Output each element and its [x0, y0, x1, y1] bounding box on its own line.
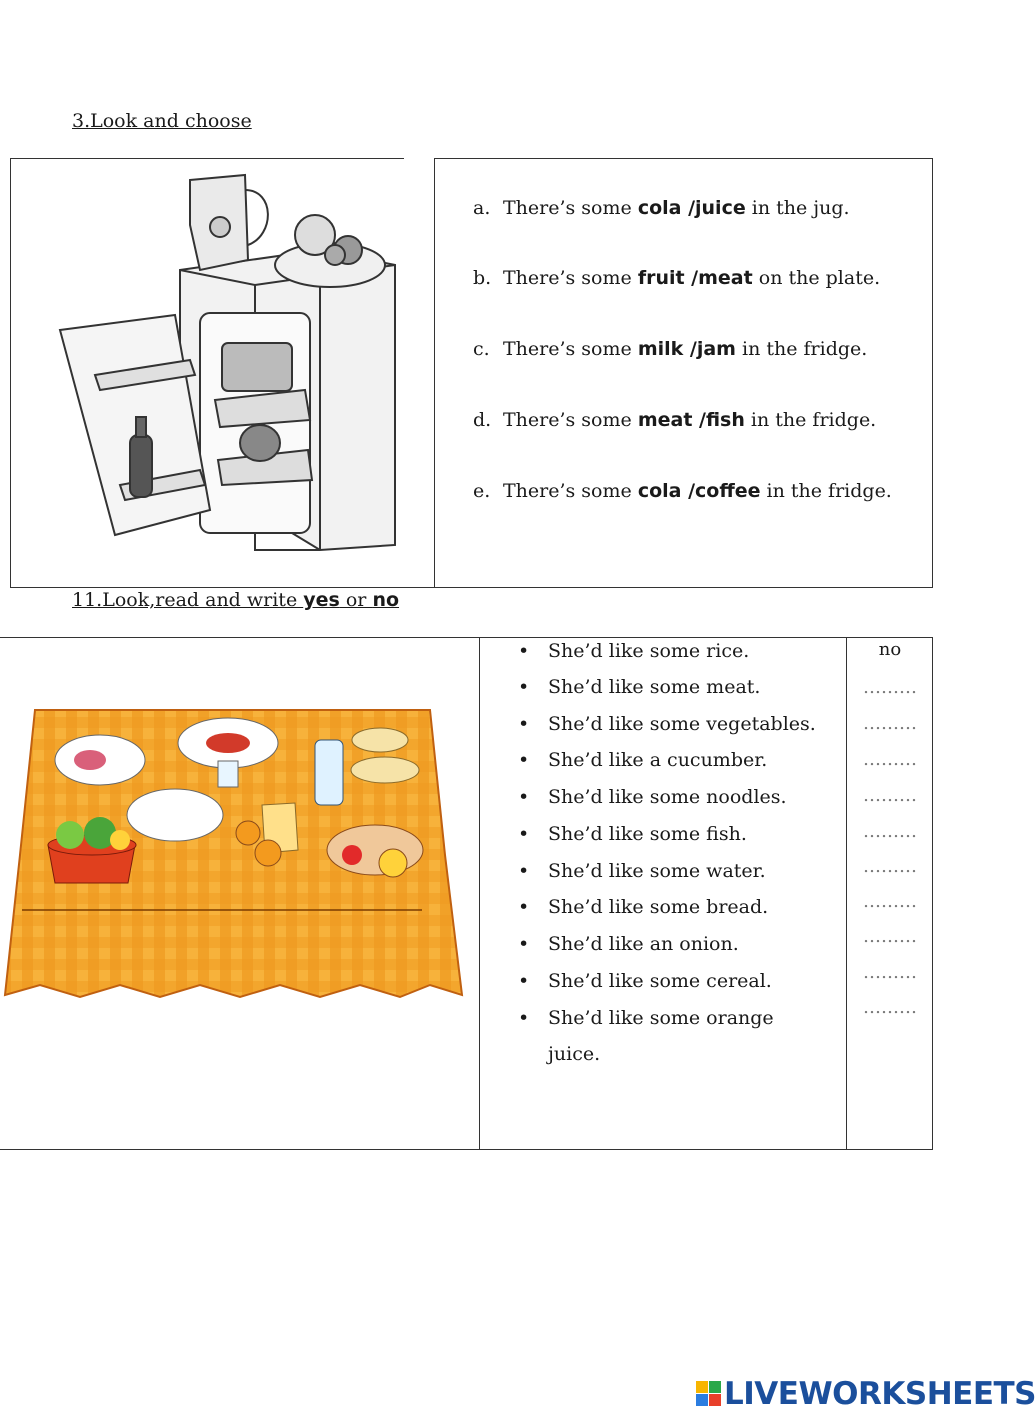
sentence-continuation: juice.	[548, 1043, 601, 1065]
section-3-bottom-border	[10, 587, 933, 588]
choice-options[interactable]: fruit /meat	[637, 267, 753, 289]
food-table-illustration	[0, 695, 470, 1005]
sentence-text: She’d like some cereal.	[548, 970, 772, 992]
bullet-icon: •	[518, 933, 530, 955]
sentence-text: She’d like some water.	[548, 860, 766, 882]
choice-item-d	[473, 409, 876, 431]
fridge-illustration	[50, 165, 410, 555]
logo-icon	[696, 1381, 722, 1407]
answer-field-bread[interactable]	[848, 890, 932, 912]
sentence-text: She’d like some fish.	[548, 823, 747, 845]
item-text-end: in the fridge.	[744, 409, 877, 431]
sentence-item	[518, 970, 772, 992]
logo-text: LIVEWORKSHEETS	[724, 1376, 1036, 1412]
item-letter: c.	[473, 338, 490, 360]
choice-options[interactable]: cola /coffee	[637, 480, 761, 502]
answer-field-vegetables[interactable]	[848, 712, 932, 734]
bullet-icon: •	[518, 640, 530, 662]
bullet-icon: •	[518, 749, 530, 771]
sentence-item	[518, 860, 766, 882]
heading-text: 11.Look,read and write	[72, 589, 304, 611]
answer-example: no	[878, 639, 902, 660]
section-3-heading: 3.Look and choose	[72, 110, 252, 132]
section-11-divider-2	[846, 637, 847, 1150]
answer-field-meat[interactable]	[848, 676, 932, 698]
heading-yes: yes	[303, 589, 340, 611]
item-text: There’s some	[503, 197, 632, 219]
choice-item-e	[473, 480, 892, 502]
bullet-icon: •	[518, 786, 530, 808]
sentence-text: She’d like some rice.	[548, 640, 750, 662]
section-11-top-border	[0, 637, 933, 638]
answer-field-cucumber[interactable]	[848, 748, 932, 770]
sentence-item	[518, 749, 767, 771]
section-11-right-border	[932, 637, 933, 1150]
item-letter: e.	[473, 480, 491, 502]
sentence-text: She’d like an onion.	[548, 933, 739, 955]
sentence-item	[518, 640, 749, 662]
sentence-text: She’d like some noodles.	[548, 786, 787, 808]
item-text: There’s some	[503, 409, 632, 431]
item-text: There’s some	[503, 267, 632, 289]
sentence-item	[518, 823, 747, 845]
item-letter: d.	[473, 409, 492, 431]
section-3-top-border-left	[10, 158, 404, 159]
section-11-heading	[72, 589, 399, 611]
section-3-divider	[434, 158, 435, 588]
liveworksheets-logo	[696, 1376, 1036, 1412]
choice-options[interactable]: cola /juice	[637, 197, 746, 219]
section-3-left-border	[10, 158, 11, 588]
sentence-text: She’d like some bread.	[548, 896, 769, 918]
bullet-icon: •	[518, 823, 530, 845]
heading-no: no	[372, 589, 400, 611]
section-3-right-border	[932, 158, 933, 588]
item-letter: b.	[473, 267, 492, 289]
sentence-item	[518, 933, 739, 955]
answer-field-fish[interactable]	[848, 820, 932, 842]
answer-field-cereal[interactable]	[848, 961, 932, 983]
sentence-text: She’d like some meat.	[548, 676, 761, 698]
choice-item-c	[473, 338, 867, 360]
choice-item-a	[473, 197, 850, 219]
sentence-item	[518, 713, 816, 735]
section-3-top-border-right	[434, 158, 933, 159]
bullet-icon: •	[518, 1007, 530, 1029]
section-11-bottom-border	[0, 1149, 933, 1150]
bullet-icon: •	[518, 676, 530, 698]
item-text: There’s some	[503, 480, 632, 502]
bullet-icon: •	[518, 896, 530, 918]
item-text-end: in the jug.	[745, 197, 850, 219]
choice-item-b	[473, 267, 880, 289]
section-11-divider-1	[479, 637, 480, 1150]
answer-field-noodles[interactable]	[848, 784, 932, 806]
sentence-item	[518, 896, 768, 918]
item-text-end: on the plate.	[752, 267, 881, 289]
sentence-item	[518, 1007, 774, 1029]
item-text: There’s some	[503, 338, 632, 360]
sentence-text: She’d like some orange	[548, 1007, 774, 1029]
choice-options[interactable]: meat /fish	[637, 409, 745, 431]
item-text-end: in the fridge.	[760, 480, 892, 502]
item-text-end: in the fridge.	[735, 338, 868, 360]
sentence-item	[518, 676, 760, 698]
sentence-text: She’d like a cucumber.	[548, 749, 768, 771]
bullet-icon: •	[518, 860, 530, 882]
sentence-item	[518, 786, 787, 808]
answer-field-water[interactable]	[848, 855, 932, 877]
heading-or: or	[339, 589, 373, 611]
item-letter: a.	[473, 197, 491, 219]
choice-options[interactable]: milk /jam	[637, 338, 736, 360]
bullet-icon: •	[518, 713, 530, 735]
sentence-text: She’d like some vegetables.	[548, 713, 816, 735]
bullet-icon: •	[518, 970, 530, 992]
answer-field-onion[interactable]	[848, 925, 932, 947]
answer-field-orange-juice[interactable]	[848, 996, 932, 1018]
